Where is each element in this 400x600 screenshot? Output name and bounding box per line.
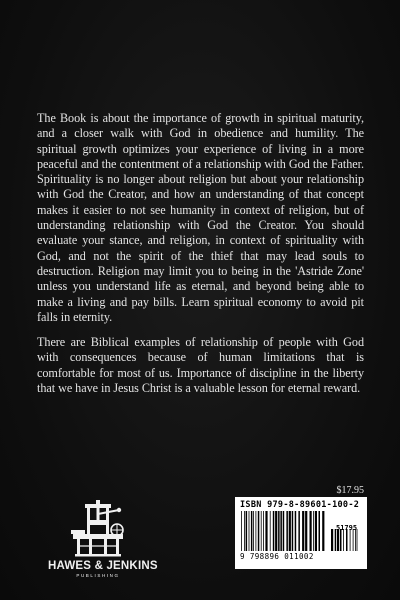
printing-press-icon xyxy=(69,500,127,558)
addon-price-code: 51795 xyxy=(336,524,358,532)
barcode-bar xyxy=(280,511,282,551)
barcode-bar xyxy=(275,511,277,551)
barcode-bar xyxy=(322,511,324,551)
barcode-bar xyxy=(331,529,333,551)
description-paragraph-1: The Book is about the importance of growth in spiritual maturity, and a closer walk with God in obedience and humility. The spiritual growth optimizes your experience of living in a more peaceful and the contentment of a relationship with God the Father. Spirituality is no longer about religion but about your relationship with God the Creator, and how an understanding of that concept makes it easier to not see humanity in context of religion, but of understanding relationship with God the Creator. You should evaluate your stance, and religion, in context of spirituality with God, and not the spirit of the thief that may lead souls to destruction. Religion may limit you to being in the 'Astride Zone' unless you understand life as eternal, and beyond being able to make a living and pay bills. Learn spiritual economy to avoid pit falls in eternity. xyxy=(37,111,364,324)
barcode-bar xyxy=(286,511,288,551)
barcode-bar xyxy=(357,529,358,551)
barcode-bar xyxy=(298,511,300,551)
barcode-bar xyxy=(244,511,245,551)
barcode-bar xyxy=(343,529,344,551)
barcode-bar xyxy=(251,511,253,551)
publisher-imprint: PUBLISHING xyxy=(76,573,120,578)
barcode-bar xyxy=(283,511,285,551)
barcode-bar xyxy=(263,511,264,551)
barcode-bar xyxy=(270,511,271,551)
barcode-bar xyxy=(241,511,242,551)
barcode-bar xyxy=(292,511,294,551)
description-paragraph-2: There are Biblical examples of relationship of people with God with consequences because of human limitations that is comfortable for most of us. Importance of discipline in the liberty that we have in Jesus Christ is a valuable lesson for eternal reward. xyxy=(37,335,364,396)
barcode-bar xyxy=(319,511,321,551)
ean-barcode-graphic xyxy=(240,511,326,551)
barcode-bar xyxy=(261,511,262,551)
barcode-bar xyxy=(295,511,297,551)
barcode-bar xyxy=(278,511,280,551)
price-label: $17.95 xyxy=(336,485,364,496)
barcode-bar xyxy=(289,511,291,551)
barcode-bar xyxy=(310,511,312,551)
barcode-bar xyxy=(305,511,307,551)
ean-digits: 9 798896 011002 xyxy=(240,552,314,561)
barcode-bar xyxy=(315,511,317,551)
barcode-bar xyxy=(353,529,354,551)
barcode-bar xyxy=(337,529,339,551)
barcode-bar xyxy=(256,511,257,551)
barcode-bar xyxy=(340,529,342,551)
barcode-bar xyxy=(350,529,351,551)
publisher-logo xyxy=(48,500,158,590)
barcode-bar xyxy=(253,511,254,551)
barcode-bar xyxy=(313,511,314,551)
barcode-bar xyxy=(335,529,337,551)
barcode-bar xyxy=(355,529,356,551)
barcode-bar xyxy=(273,511,275,551)
barcode-bar xyxy=(258,511,260,551)
barcode-bar xyxy=(302,511,304,551)
barcode-bars xyxy=(240,511,362,551)
book-description xyxy=(37,111,364,396)
barcode-bar xyxy=(346,529,348,551)
barcode-bar xyxy=(249,511,250,551)
publisher-name: HAWES & JENKINS xyxy=(48,560,158,572)
barcode-bar xyxy=(246,511,248,551)
isbn-label: ISBN 979-8-89601-100-2 xyxy=(240,500,360,510)
barcode-bar xyxy=(265,511,267,551)
isbn-barcode xyxy=(235,497,367,569)
